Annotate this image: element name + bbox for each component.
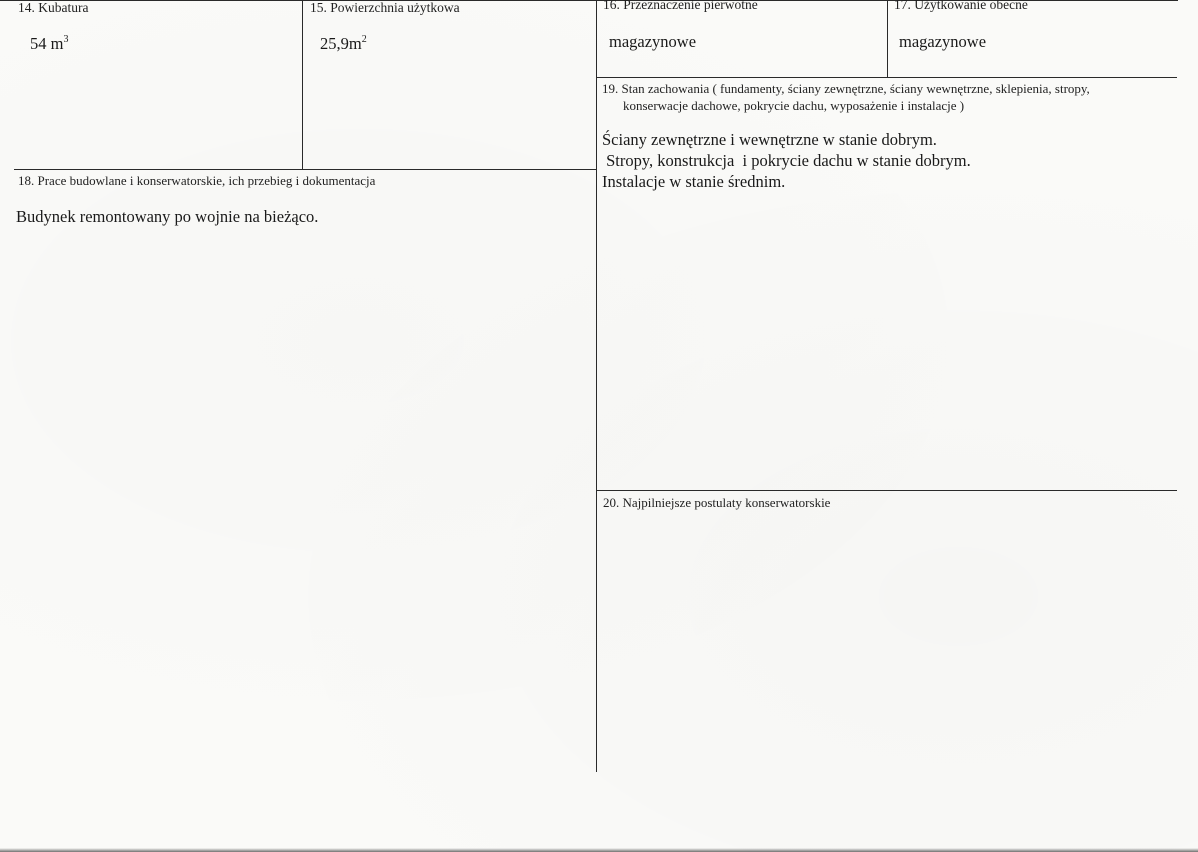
przeznaczenie-label: 16. Przeznaczenie pierwotne — [603, 0, 758, 12]
kubatura-number: 54 m — [30, 34, 64, 53]
divider-16-17 — [887, 0, 888, 77]
przeznaczenie-value: magazynowe — [609, 32, 697, 51]
postulaty-label: 20. Najpilniejsze postulaty konserwatorskie — [603, 495, 831, 510]
kubatura-value — [30, 33, 68, 54]
divider-14-15 — [302, 0, 303, 170]
uzytkowanie-value: magazynowe — [899, 32, 987, 51]
stan-line-2: Stropy, konstrukcja i pokrycie dachu w stanie dobrym. — [602, 151, 971, 170]
kubatura-unit-exponent: 3 — [63, 34, 69, 45]
stan-label-line1: 19. Stan zachowania ( fundamenty, ściany zewnętrzne, ściany wewnętrzne, sklepienia, stropy, — [602, 81, 1090, 96]
prace-label: 18. Prace budowlane i konserwatorskie, ich przebieg i dokumentacja — [18, 173, 376, 188]
prace-value: Budynek remontowany po wojnie na bieżąco. — [16, 207, 319, 226]
powierzchnia-value — [320, 33, 367, 54]
stan-line-3: Instalacje w stanie średnim. — [602, 172, 786, 191]
powierzchnia-unit-exponent: 2 — [361, 34, 367, 45]
scan-bottom-edge — [0, 848, 1198, 852]
stan-label-line2: konserwacje dachowe, pokrycie dachu, wyposażenie i instalacje ) — [623, 98, 965, 113]
powierzchnia-label: 15. Powierzchnia użytkowa — [310, 0, 460, 15]
divider-row-18 — [14, 169, 597, 170]
divider-row-20 — [597, 490, 1177, 491]
powierzchnia-number: 25,9m — [320, 34, 362, 53]
kubatura-label: 14. Kubatura — [18, 0, 89, 15]
center-divider — [596, 0, 597, 772]
stan-line-1: Ściany zewnętrzne i wewnętrzne w stanie dobrym. — [602, 130, 937, 149]
divider-row-19 — [597, 77, 1177, 78]
uzytkowanie-label: 17. Użytkowanie obecne — [894, 0, 1028, 12]
